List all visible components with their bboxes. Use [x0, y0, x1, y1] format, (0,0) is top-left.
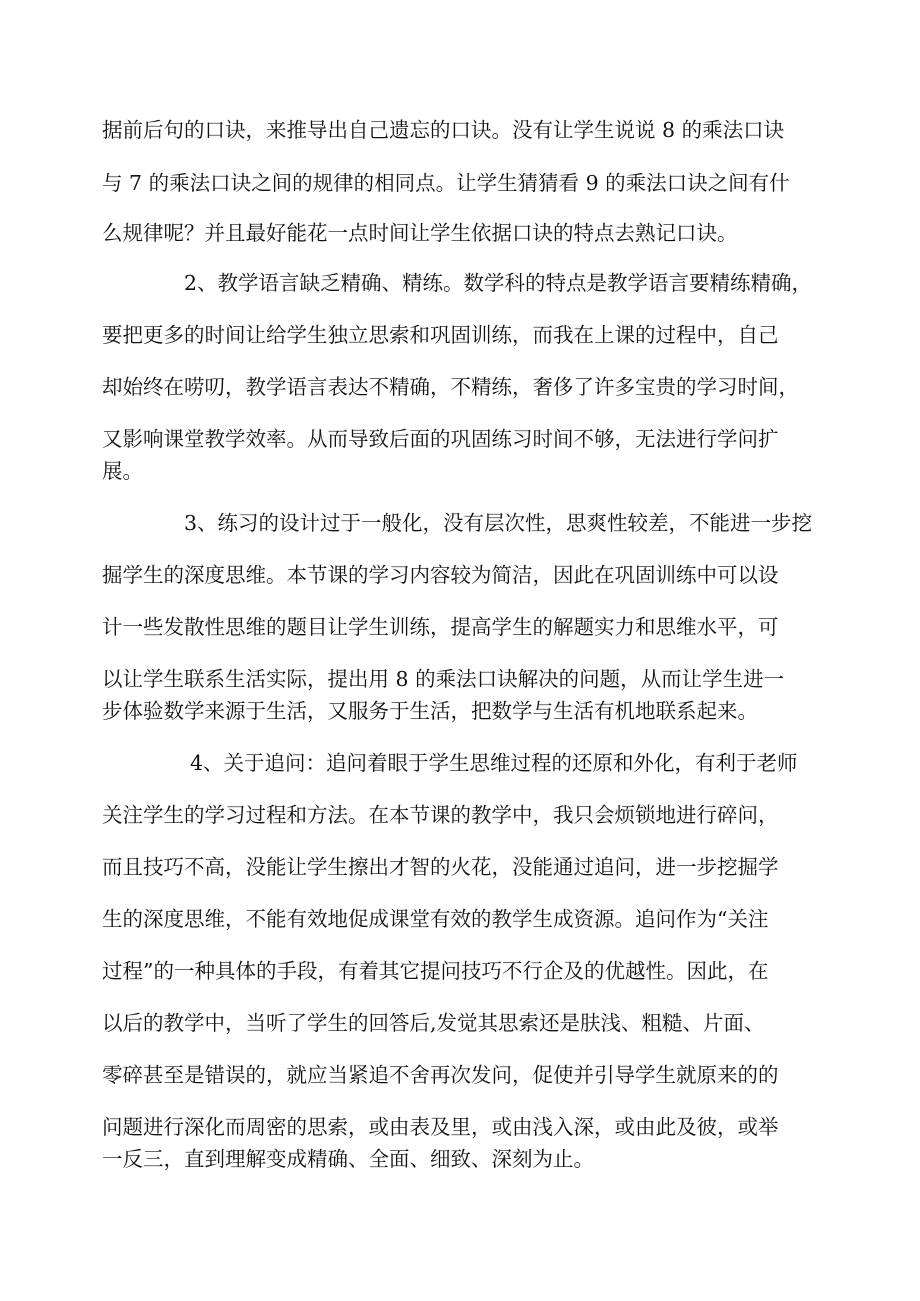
text-line: 据前后句的口诀，来推导出自己遗忘的口诀。没有让学生说说 8 的乘法口诀 [102, 118, 785, 142]
text-line: 生的深度思维，不能有效地促成课堂有效的教学生成资源。追问作为“关注 [102, 907, 769, 931]
text-line: 与 7 的乘法口诀之间的规律的相同点。让学生猜猜看 9 的乘法口诀之间有什 [102, 171, 790, 195]
text-line: 零碎甚至是错误的，就应当紧追不舍再次发问，促使并引导学生就原来的的 [102, 1063, 779, 1087]
text-line: 步体验数学来源于生活，又服务于生活，把数学与生活有机地联系起来。 [102, 699, 758, 723]
text-line: 过程”的一种具体的手段，有着其它提问技巧不行企及的优越性。因此，在 [102, 959, 769, 983]
text-line: 以让学生联系生活实际，提出用 8 的乘法口诀解决的问题，从而让学生进一 [102, 667, 785, 691]
text-line: 掘学生的深度思维。本节课的学习内容较为简洁，因此在巩固训练中可以设 [102, 563, 779, 587]
text-line: 4、关于追问：追问着眼于学生思维过程的还原和外化，有利于老师 [190, 751, 798, 775]
text-line: 3、练习的设计过于一般化，没有层次性，思爽性较差，不能进一步挖 [184, 511, 813, 535]
text-line: 而且技巧不高，没能让学生擦出才智的火花，没能通过追问，进一步挖掘学 [102, 855, 779, 879]
text-line: 又影响课堂教学效率。从而导致后面的巩固练习时间不够，无法进行学问扩 [102, 427, 779, 451]
text-line: 2、教学语言缺乏精确、精练。数学科的特点是教学语言要精练精确， [184, 271, 813, 295]
text-line: 以后的教学中，当听了学生的回答后,发觉其思索还是肤浅、粗糙、片面、 [102, 1011, 765, 1035]
text-line: 一反三，直到理解变成精确、全面、细致、深刻为止。 [102, 1147, 594, 1171]
text-line: 问题进行深化而周密的思索，或由表及里，或由浅入深，或由此及彼，或举 [102, 1115, 779, 1139]
text-line: 展。 [102, 459, 143, 483]
text-line: 却始终在唠叨，教学语言表达不精确，不精练，奢侈了许多宝贵的学习时间， [102, 375, 799, 399]
text-line: 要把更多的时间让给学生独立思索和巩固训练，而我在上课的过程中，自己 [102, 323, 779, 347]
text-line: 计一些发散性思维的题目让学生训练，提高学生的解题实力和思维水平，可 [102, 615, 779, 639]
text-line: 关注学生的学习过程和方法。在本节课的教学中，我只会烦锁地进行碎问， [102, 803, 779, 827]
text-line: 么规律呢？并且最好能花一点时间让学生依据口诀的特点去熟记口诀。 [102, 221, 738, 245]
